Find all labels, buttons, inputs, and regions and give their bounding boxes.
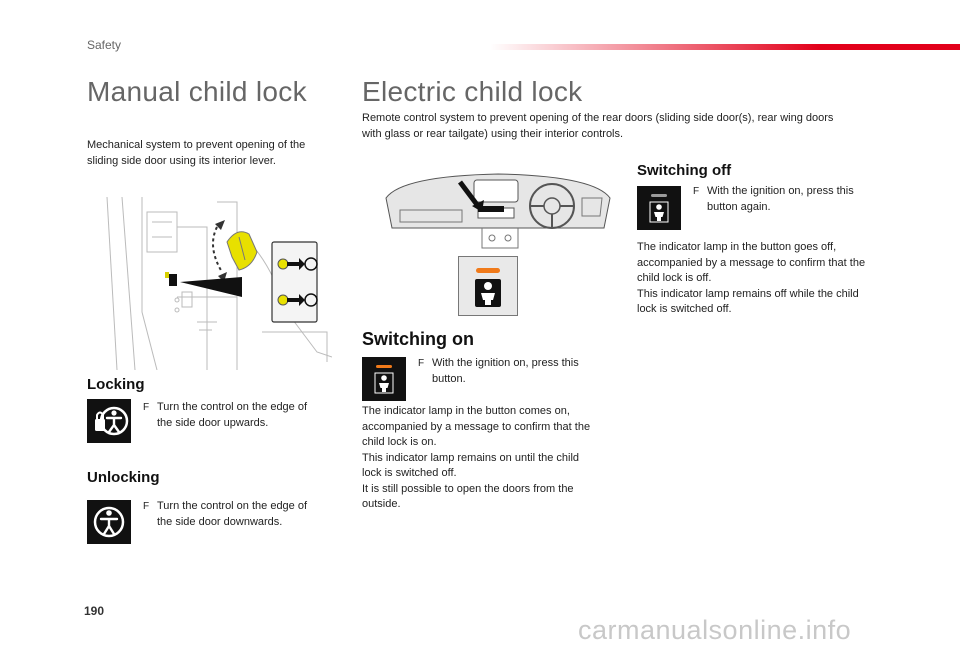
switching-on-heading: Switching on bbox=[362, 329, 474, 349]
locking-heading: Locking bbox=[87, 376, 145, 393]
child-lock-locked-icon bbox=[87, 399, 131, 443]
bullet-marker-icon: F bbox=[418, 358, 425, 369]
manual-intro: Mechanical system to prevent opening of the sliding side door using its interior lever. bbox=[87, 139, 306, 167]
child-lock-unlocked-icon bbox=[87, 500, 131, 544]
locking-instruction: F Turn the control on the edge of the side door upwards. bbox=[143, 401, 308, 429]
switching-off-instruction: F With the ignition on, press this button again. bbox=[693, 185, 854, 213]
switching-off-description: The indicator lamp in the button goes off, accompanied by a message to confirm that the child lock is off. This indicator lamp remains off while the child lock is switched off. bbox=[637, 241, 866, 315]
switching-on-description: The indicator lamp in the button comes on, accompanied by a message to confirm that the child lock is on. This indicator lamp remains on until the child lock is switched off. It is still possible to open the doors from the outside. bbox=[362, 405, 591, 510]
bullet-marker-icon: F bbox=[693, 186, 700, 197]
child-silhouette-icon bbox=[475, 279, 501, 307]
child-lock-button-off-icon bbox=[637, 186, 681, 230]
switching-on-instruction: F With the ignition on, press this button. bbox=[418, 357, 579, 385]
switching-off-heading: Switching off bbox=[637, 162, 732, 179]
indicator-lamp-on bbox=[476, 268, 500, 273]
bullet-marker-icon: F bbox=[143, 402, 150, 413]
manual-lock-title: Manual child lock bbox=[87, 76, 307, 107]
child-lock-button-on-icon bbox=[362, 357, 406, 401]
unlocking-instruction: F Turn the control on the edge of the side door downwards. bbox=[143, 500, 308, 528]
section-label: Safety bbox=[87, 38, 122, 52]
watermark: carmanualsonline.info bbox=[578, 615, 852, 645]
unlocking-heading: Unlocking bbox=[87, 469, 160, 486]
electric-intro: Remote control system to prevent opening of the rear doors (sliding side door(s), rear wing doors with glass or rear tailgate) using their interior controls. bbox=[362, 112, 834, 140]
sliding-door-illustration bbox=[87, 192, 332, 370]
electric-lock-title: Electric child lock bbox=[362, 76, 583, 107]
page-number: 190 bbox=[84, 604, 105, 618]
child-lock-button-illustration bbox=[458, 256, 518, 316]
header-accent-bar bbox=[490, 44, 960, 50]
bullet-marker-icon: F bbox=[143, 501, 150, 512]
dashboard-illustration bbox=[382, 168, 614, 254]
